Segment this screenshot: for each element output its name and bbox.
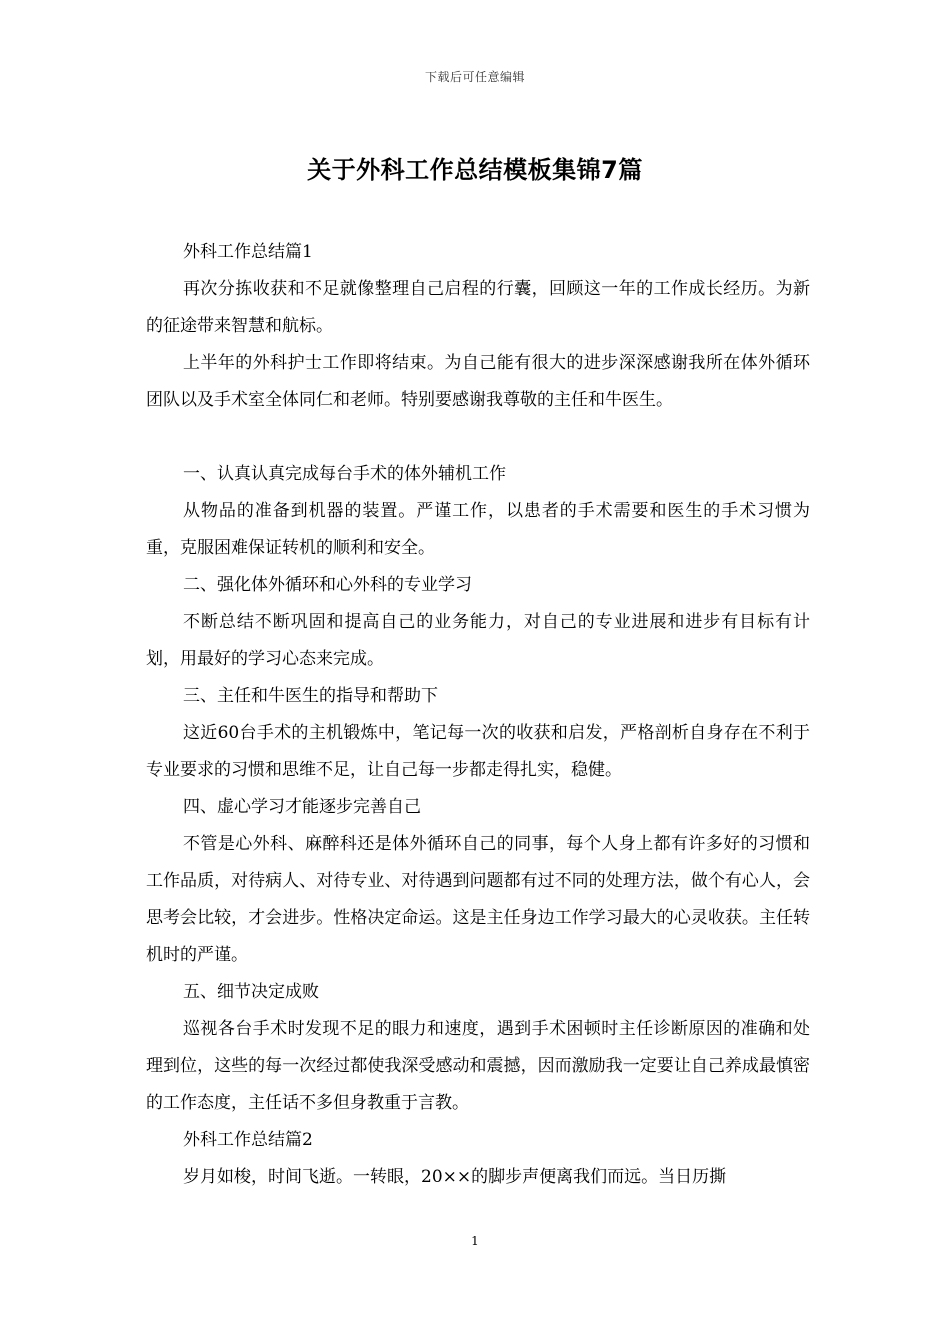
blank-line (146, 419, 810, 456)
subsection-heading: 三、主任和牛医生的指导和帮助下 (183, 686, 438, 706)
header-note: 下载后可任意编辑 (424, 70, 525, 84)
body-paragraph: 这近60台手术的主机锻炼中，笔记每一次的收获和启发，严格剖析自身存在不利于专业要求的习惯和思维不足，让自己每一步都走得扎实，稳健。 (146, 723, 810, 780)
page-number: 1 (471, 1234, 479, 1248)
body-paragraph: 岁月如梭，时间飞逝。一转眼，20××的脚步声便离我们而远。当日历撕 (183, 1167, 727, 1187)
document-title: 关于外科工作总结模板集锦7篇 (307, 156, 643, 184)
section-heading: 外科工作总结篇1 (183, 242, 313, 262)
subsection-heading: 四、虚心学习才能逐步完善自己 (183, 797, 421, 817)
subsection-heading: 一、认真认真完成每台手术的体外辅机工作 (183, 464, 506, 484)
body-paragraph: 不管是心外科、麻醉科还是体外循环自己的同事，每个人身上都有许多好的习惯和工作品质，对待病人、对待专业、对待遇到问题都有过不同的处理方法，做个有心人，会思考会比较，才会进步。性格决定命运。这是主任身边工作学习最大的心灵收获。主任转机时的严谨。 (146, 834, 810, 965)
section-heading: 外科工作总结篇2 (183, 1130, 313, 1150)
body-paragraph: 再次分拣收获和不足就像整理自己启程的行囊，回顾这一年的工作成长经历。为新的征途带来智慧和航标。 (146, 279, 810, 336)
body-paragraph: 巡视各台手术时发现不足的眼力和速度，遇到手术困顿时主任诊断原因的准确和处理到位，这些的每一次经过都使我深受感动和震撼，因而激励我一定要让自己养成最慎密的工作态度，主任话不多但身教重于言教。 (146, 1019, 810, 1113)
subsection-heading: 二、强化体外循环和心外科的专业学习 (183, 575, 472, 595)
body-paragraph: 上半年的外科护士工作即将结束。为自己能有很大的进步深深感谢我所在体外循环团队以及手术室全体同仁和老师。特别要感谢我尊敬的主任和牛医生。 (146, 353, 810, 410)
body-paragraph: 从物品的准备到机器的装置。严谨工作，以患者的手术需要和医生的手术习惯为重，克服困难保证转机的顺利和安全。 (146, 501, 810, 558)
document-body (146, 234, 810, 1196)
body-paragraph: 不断总结不断巩固和提高自己的业务能力，对自己的专业进展和进步有目标有计划，用最好的学习心态来完成。 (146, 612, 810, 669)
subsection-heading: 五、细节决定成败 (183, 982, 319, 1002)
